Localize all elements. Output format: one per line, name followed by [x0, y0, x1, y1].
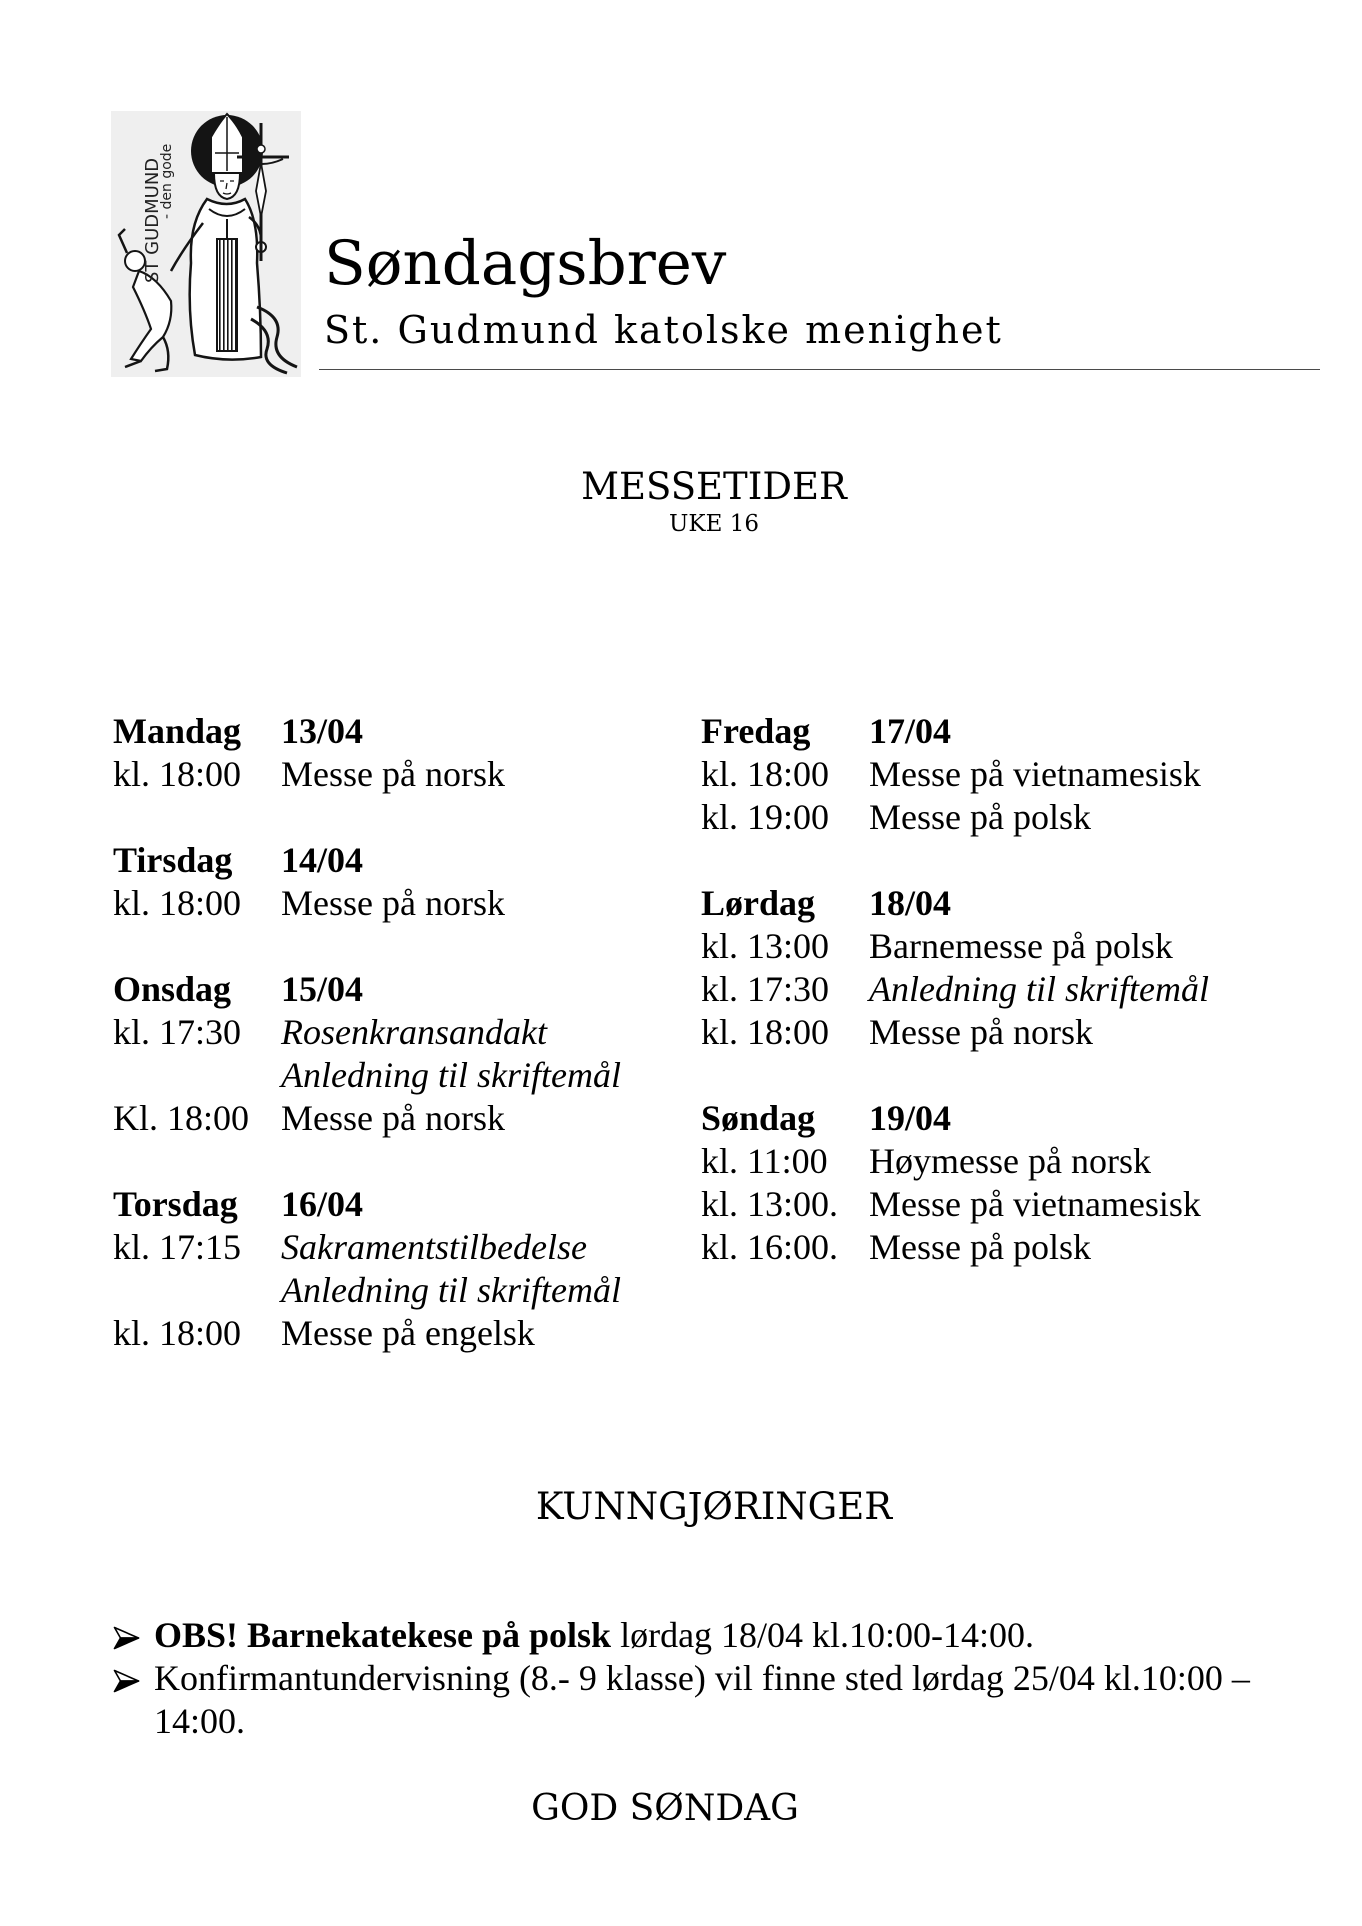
day-date: 15/04: [281, 969, 364, 1009]
day-name: Tirsdag: [113, 840, 233, 880]
mass-description: Messe på vietnamesisk: [869, 1184, 1201, 1224]
day-heading: [113, 839, 621, 882]
mass-time: kl. 19:00: [701, 797, 830, 837]
day-block-lordag: [701, 882, 1209, 1054]
mass-time: kl. 17:15: [113, 1227, 242, 1267]
announcements-list: [113, 1614, 1250, 1743]
mass-entry-continuation: [113, 1054, 621, 1097]
announcement-text: 14:00.: [154, 1701, 246, 1741]
spacer: [113, 796, 621, 839]
week-label: UKE 16: [669, 511, 759, 537]
day-block-mandag: [113, 710, 621, 796]
mass-description: Høymesse på norsk: [869, 1141, 1151, 1181]
mass-time: Kl. 18:00: [113, 1098, 250, 1138]
schedule-column-left: [113, 710, 621, 1355]
mass-description: Messe på engelsk: [281, 1313, 535, 1353]
day-block-onsdag: [113, 968, 621, 1140]
announcement-text: lørdag 18/04 kl.10:00-14:00.: [620, 1615, 1035, 1655]
day-name: Fredag: [701, 711, 811, 751]
day-name: Mandag: [113, 711, 242, 751]
announcements-heading: KUNNGJØRINGER: [535, 1485, 893, 1528]
spacer: [701, 1054, 1209, 1097]
mass-time: kl. 13:00: [701, 926, 830, 966]
mass-entry: [113, 882, 621, 925]
arrow-bullet-icon: [113, 1626, 140, 1650]
mass-entry: [701, 925, 1209, 968]
day-heading: [113, 968, 621, 1011]
mass-entry: [113, 1011, 621, 1054]
day-name: Onsdag: [113, 969, 232, 1009]
mass-entry-continuation: [113, 1269, 621, 1312]
mass-description: Messe på polsk: [869, 797, 1091, 837]
header-rule: [319, 369, 1320, 370]
mass-description: Sakramentstilbedelse: [281, 1227, 587, 1267]
mass-time: kl. 18:00: [701, 1012, 830, 1052]
mass-entry: [701, 1140, 1209, 1183]
logo-text-epithet: - den gode: [159, 143, 175, 219]
mass-time: kl. 17:30: [701, 969, 830, 1009]
mass-time: kl. 18:00: [113, 883, 242, 923]
mass-time: kl. 18:00: [113, 754, 242, 794]
day-name: Søndag: [701, 1098, 816, 1138]
closing-greeting: GOD SØNDAG: [531, 1788, 799, 1829]
day-heading: [113, 1183, 621, 1226]
spacer: [701, 839, 1209, 882]
mass-description: Messe på polsk: [869, 1227, 1091, 1267]
day-date: 16/04: [281, 1184, 364, 1224]
day-date: 13/04: [281, 711, 364, 751]
mass-time: kl. 18:00: [701, 754, 830, 794]
spacer: [113, 1140, 621, 1183]
announcement-highlight: OBS! Barnekatekese på polsk: [154, 1615, 612, 1655]
schedule-column-right: [701, 710, 1209, 1269]
day-heading: [701, 882, 1209, 925]
mass-description: Anledning til skriftemål: [281, 1055, 621, 1095]
mass-description: Anledning til skriftemål: [281, 1270, 621, 1310]
day-date: 17/04: [869, 711, 952, 751]
mass-time: kl. 17:30: [113, 1012, 242, 1052]
mass-description: Barnemesse på polsk: [869, 926, 1173, 966]
mass-description: Anledning til skriftemål: [869, 969, 1209, 1009]
mass-time: kl. 18:00: [113, 1313, 242, 1353]
mass-time: kl. 13:00.: [701, 1184, 839, 1224]
parish-name: St. Gudmund katolske menighet: [324, 308, 1003, 352]
day-heading: [113, 710, 621, 753]
day-date: 19/04: [869, 1098, 952, 1138]
mass-entry: [701, 1011, 1209, 1054]
mass-entry: [701, 1226, 1209, 1269]
mass-description: Messe på vietnamesisk: [869, 754, 1201, 794]
mass-entry: [113, 1312, 621, 1355]
mass-entry: [701, 968, 1209, 1011]
day-block-sondag: [701, 1097, 1209, 1269]
mass-time: kl. 11:00: [701, 1141, 828, 1181]
mass-entry: [701, 1183, 1209, 1226]
parish-logo: [111, 111, 301, 377]
day-date: 14/04: [281, 840, 364, 880]
mass-time: kl. 16:00.: [701, 1227, 839, 1267]
st-gudmund-illustration: [111, 111, 301, 377]
newsletter-title: Søndagsbrev: [324, 228, 727, 299]
announcement-item: [113, 1657, 1250, 1700]
day-block-torsdag: [113, 1183, 621, 1355]
spacer: [113, 925, 621, 968]
stole: [217, 239, 237, 351]
day-block-tirsdag: [113, 839, 621, 925]
mass-times-heading: MESSETIDER: [581, 465, 847, 508]
mass-description: Messe på norsk: [281, 883, 505, 923]
mass-entry: [701, 753, 1209, 796]
announcement-text: Konfirmantundervisning (8.- 9 klasse) vil finne sted lørdag 25/04 kl.10:00 –: [154, 1658, 1250, 1698]
arrow-bullet-icon: [113, 1669, 140, 1693]
mass-description: Messe på norsk: [281, 754, 505, 794]
announcement-item-continuation: [113, 1700, 1250, 1743]
day-heading: [701, 1097, 1209, 1140]
announcement-item: [113, 1614, 1250, 1657]
mass-entry: [113, 1097, 621, 1140]
mass-entry: [701, 796, 1209, 839]
logo-text-name: ST GUDMUND: [142, 157, 163, 283]
mass-entry: [113, 1226, 621, 1269]
day-name: Lørdag: [701, 883, 816, 923]
mass-description: Rosenkransandakt: [281, 1012, 547, 1052]
mass-entry: [113, 753, 621, 796]
day-date: 18/04: [869, 883, 952, 923]
mass-description: Messe på norsk: [281, 1098, 505, 1138]
mass-description: Messe på norsk: [869, 1012, 1093, 1052]
day-name: Torsdag: [113, 1184, 238, 1224]
day-block-fredag: [701, 710, 1209, 839]
day-heading: [701, 710, 1209, 753]
